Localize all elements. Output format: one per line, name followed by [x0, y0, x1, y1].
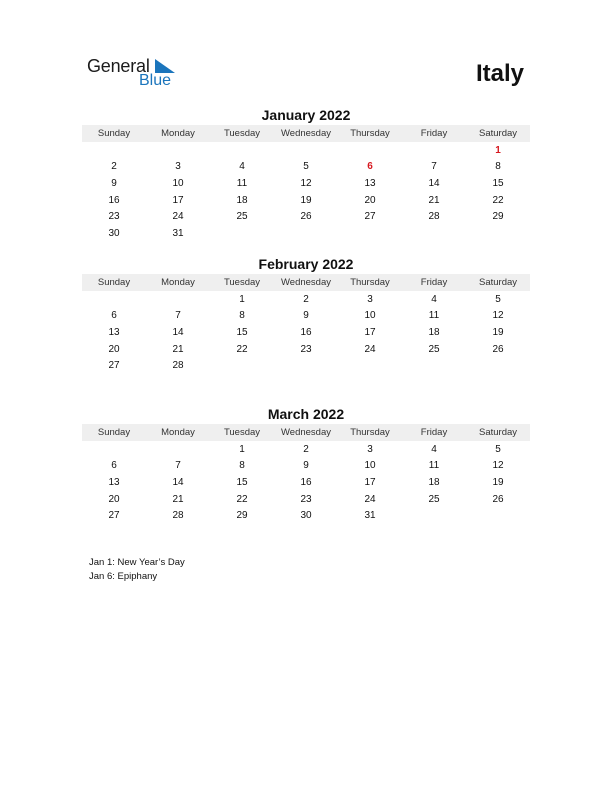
- day-cell: 30: [108, 227, 120, 239]
- day-cell: 24: [172, 211, 184, 223]
- generalblue-logo: [87, 56, 187, 96]
- day-cell: 29: [236, 510, 248, 522]
- weekday-label: Sunday: [97, 128, 131, 139]
- weekday-label: Thursday: [350, 427, 390, 438]
- week-row: [82, 507, 530, 524]
- week-row: [82, 357, 530, 374]
- day-cell: 15: [492, 177, 504, 189]
- weekday-label: Saturday: [478, 128, 518, 139]
- day-cell: 19: [300, 194, 312, 206]
- day-cell: 7: [175, 460, 181, 472]
- holiday-entry: Jan 1: New Year’s Day: [89, 557, 185, 568]
- day-cell: 26: [492, 343, 504, 355]
- day-cell: 11: [428, 310, 440, 322]
- day-cell: 27: [108, 510, 120, 522]
- weekday-label: Thursday: [350, 277, 390, 288]
- day-cell: 7: [431, 161, 437, 173]
- country-title: Italy: [475, 60, 524, 87]
- day-cell: 5: [495, 293, 501, 305]
- day-cell: 15: [236, 326, 248, 338]
- day-cell: 11: [236, 177, 248, 189]
- day-cell: 11: [428, 460, 440, 472]
- day-cell: 28: [172, 360, 184, 372]
- week-row: [82, 324, 530, 341]
- day-cell: 29: [492, 211, 504, 223]
- day-cell: 4: [239, 161, 245, 173]
- day-cell: 2: [303, 293, 309, 305]
- day-cell: 12: [492, 460, 504, 472]
- weekday-label: Sunday: [97, 427, 131, 438]
- day-cell: 28: [172, 510, 184, 522]
- day-cell: 19: [492, 476, 504, 488]
- week-row: [82, 192, 530, 209]
- day-cell: 17: [364, 476, 376, 488]
- day-cell: 2: [303, 443, 309, 455]
- weekday-label: Friday: [420, 277, 448, 288]
- day-cell: 1: [239, 293, 245, 305]
- weekday-header: [82, 125, 530, 142]
- logo-blue-text: Blue: [139, 72, 172, 89]
- week-row: [82, 441, 530, 458]
- day-cell: 8: [495, 161, 501, 173]
- month-title: January 2022: [261, 107, 351, 123]
- day-cell: 5: [303, 161, 309, 173]
- month-january: [82, 106, 530, 242]
- day-cell: 22: [492, 194, 504, 206]
- day-cell: 14: [428, 177, 440, 189]
- day-cell: 9: [111, 177, 117, 189]
- holiday-entry: Jan 6: Epiphany: [89, 571, 158, 582]
- day-cell: 31: [172, 227, 184, 239]
- day-cell: 12: [492, 310, 504, 322]
- month-march: [82, 405, 530, 524]
- day-cell: 25: [428, 493, 440, 505]
- weekday-label: Thursday: [350, 128, 390, 139]
- day-cell: 7: [175, 310, 181, 322]
- day-cell: 22: [236, 493, 248, 505]
- day-cell: 3: [367, 293, 373, 305]
- day-cell: 16: [300, 476, 312, 488]
- day-cell: 20: [108, 343, 120, 355]
- day-cell: 1: [495, 144, 501, 156]
- day-cell: 14: [172, 326, 184, 338]
- day-cell: 6: [111, 460, 117, 472]
- logo-general-text: General: [87, 56, 150, 76]
- day-cell: 27: [108, 360, 120, 372]
- day-cell: 17: [364, 326, 376, 338]
- day-cell: 6: [111, 310, 117, 322]
- day-cell: 17: [172, 194, 184, 206]
- day-cell: 8: [239, 310, 245, 322]
- day-cell: 16: [300, 326, 312, 338]
- day-cell: 23: [108, 211, 120, 223]
- weekday-label: Friday: [420, 128, 448, 139]
- day-cell: 22: [236, 343, 248, 355]
- day-cell: 13: [108, 326, 120, 338]
- holiday-list: [89, 556, 185, 584]
- day-cell: 21: [428, 194, 440, 206]
- weekday-label: Monday: [161, 277, 195, 288]
- week-row: [82, 208, 530, 225]
- day-cell: 2: [111, 161, 117, 173]
- day-cell: 12: [300, 177, 312, 189]
- weekday-label: Monday: [161, 128, 195, 139]
- day-cell: 16: [108, 194, 120, 206]
- weekday-header: [82, 274, 530, 291]
- weekday-label: Wednesday: [281, 427, 331, 438]
- day-cell: 13: [108, 476, 120, 488]
- day-cell: 26: [492, 493, 504, 505]
- day-cell: 14: [172, 476, 184, 488]
- day-cell: 23: [300, 343, 312, 355]
- week-row: [82, 458, 530, 475]
- weekday-label: Monday: [161, 427, 195, 438]
- day-cell: 23: [300, 493, 312, 505]
- day-cell: 9: [303, 460, 309, 472]
- day-cell: 24: [364, 493, 376, 505]
- day-cell: 18: [428, 476, 440, 488]
- month-title: February 2022: [258, 256, 354, 272]
- day-cell: 10: [364, 310, 376, 322]
- day-cell: 8: [239, 460, 245, 472]
- day-cell: 4: [431, 293, 437, 305]
- week-row: [82, 491, 530, 508]
- weekday-label: Wednesday: [281, 277, 331, 288]
- day-cell: 10: [172, 177, 184, 189]
- weekday-label: Friday: [420, 427, 448, 438]
- week-row: [82, 341, 530, 358]
- weekday-label: Tuesday: [223, 128, 261, 139]
- day-cell: 5: [495, 443, 501, 455]
- weekday-label: Sunday: [97, 277, 131, 288]
- month-february: [82, 255, 530, 374]
- day-cell: 19: [492, 326, 504, 338]
- week-row: [82, 159, 530, 176]
- week-row: [82, 291, 530, 308]
- day-cell: 10: [364, 460, 376, 472]
- day-cell: 28: [428, 211, 440, 223]
- day-cell: 13: [364, 177, 376, 189]
- day-cell: 9: [303, 310, 309, 322]
- day-cell: 3: [175, 161, 181, 173]
- weekday-label: Tuesday: [223, 427, 261, 438]
- day-cell: 15: [236, 476, 248, 488]
- day-cell: 24: [364, 343, 376, 355]
- day-cell: 25: [428, 343, 440, 355]
- weekday-label: Saturday: [478, 427, 518, 438]
- day-cell: 1: [239, 443, 245, 455]
- day-cell: 20: [364, 194, 376, 206]
- week-row: [82, 225, 530, 242]
- week-row: [82, 308, 530, 325]
- day-cell: 6: [367, 161, 373, 173]
- weekday-label: Tuesday: [223, 277, 261, 288]
- weekday-header: [82, 424, 530, 441]
- weekday-label: Wednesday: [281, 128, 331, 139]
- logo-triangle-icon: [155, 59, 175, 73]
- week-row: [82, 142, 530, 159]
- month-title: March 2022: [267, 406, 345, 422]
- day-cell: 31: [364, 510, 376, 522]
- day-cell: 4: [431, 443, 437, 455]
- weekday-label: Saturday: [478, 277, 518, 288]
- week-row: [82, 474, 530, 491]
- day-cell: 30: [300, 510, 312, 522]
- day-cell: 25: [236, 211, 248, 223]
- day-cell: 18: [236, 194, 248, 206]
- day-cell: 27: [364, 211, 376, 223]
- day-cell: 21: [172, 343, 184, 355]
- day-cell: 20: [108, 493, 120, 505]
- week-row: [82, 175, 530, 192]
- day-cell: 18: [428, 326, 440, 338]
- day-cell: 21: [172, 493, 184, 505]
- day-cell: 26: [300, 211, 312, 223]
- day-cell: 3: [367, 443, 373, 455]
